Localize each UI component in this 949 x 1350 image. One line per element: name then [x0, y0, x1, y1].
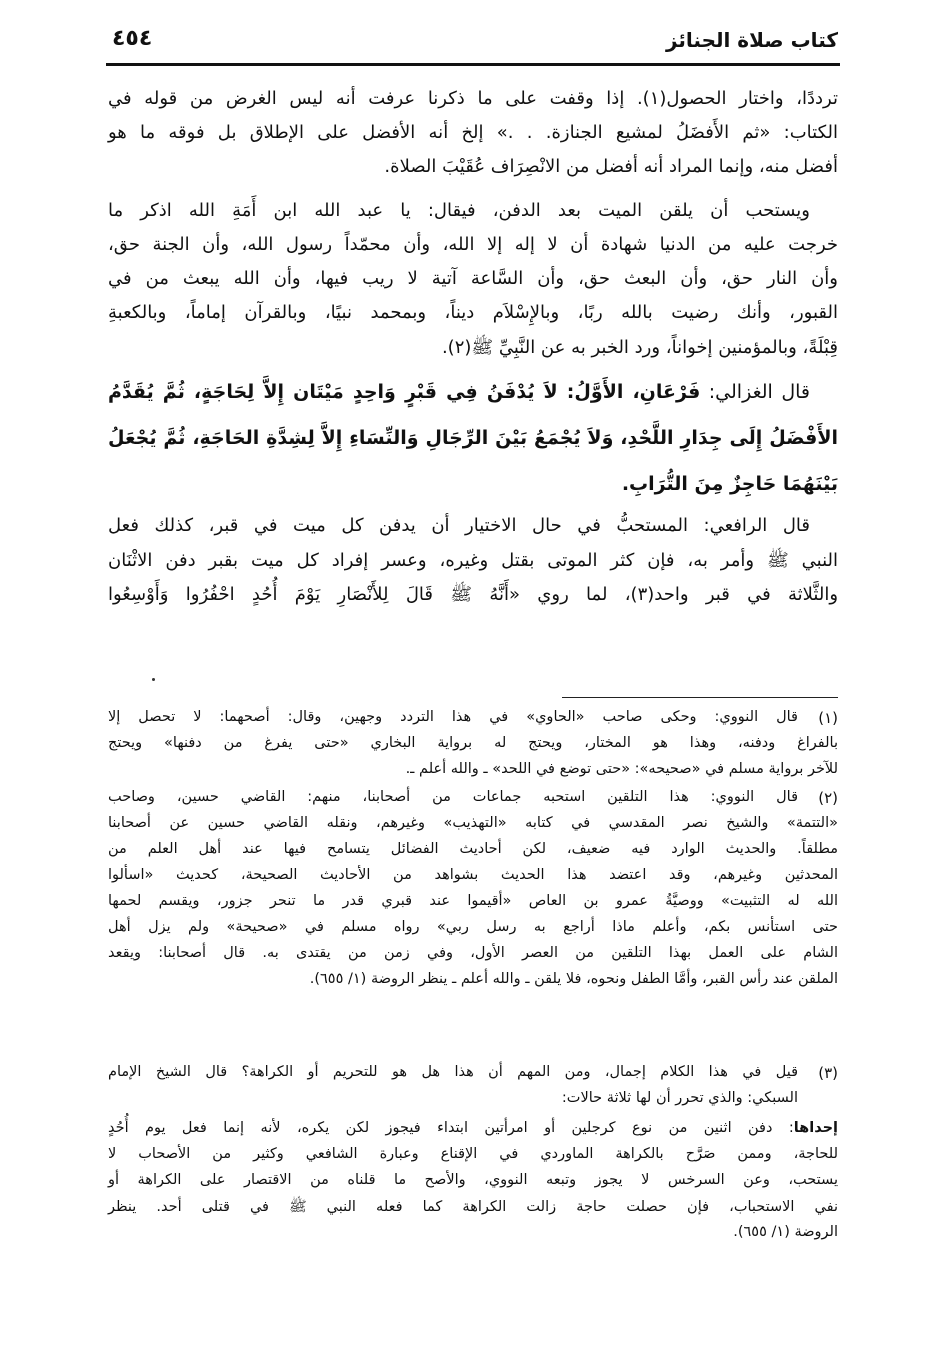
line-text: قِبْلَةً، وبالمؤمنين إخواناً، ورد الخبر به عن النَّبِيِّ ﷺ(٢). — [441, 337, 838, 358]
body-line — [108, 549, 838, 575]
line-text: قيل في هذا الكلام إجمال، ومن المهم أن هذا هل هو للتحريم أو الكراهة؟ قال الشيخ الإمام — [108, 1064, 798, 1080]
body-line — [108, 122, 838, 143]
footnote-number: (٣) — [818, 1064, 838, 1082]
body-line — [108, 515, 810, 536]
footnote-line — [108, 735, 838, 751]
speaker-label: قال الغزالي: — [700, 381, 810, 403]
line-text: أفضل منه، وإنما المراد أنه أفضل من الانْصِرَاف عُقَيْبَ الصلاة. — [384, 156, 838, 177]
line-text: الشام على العمل بهذا التلقين من العصر الأول، وفي زمن من يقتدى به. قال أصحابنا: ويقعد — [108, 945, 838, 961]
footnote-line — [108, 789, 798, 805]
footnote-line — [108, 709, 798, 725]
footnote-line — [108, 945, 838, 961]
case-label: إحداها — [793, 1120, 838, 1136]
page-number: ٤٥٤ — [112, 26, 153, 51]
line-text: القبور، وأنك رضيت بالله ربًا، وبالإِسْلاَم ديناً، وبمحمد نبيًا، وبالقرآن إماماً، وبالكعبةِ — [108, 302, 838, 323]
running-header-title: كتاب صلاة الجنائز — [665, 28, 838, 52]
footnote-separator — [562, 697, 838, 698]
line-text: فَرْعَانِ، الأَوَّلُ: لاَ يُدْفَنُ فِي قَبْرٍ وَاحِدٍ مَيْتَان إِلاَّ لِحَاجَةٍ، ثُمَّ يُقَدَّمُ — [108, 381, 701, 403]
footnote-line — [108, 971, 838, 987]
footnote-line — [108, 919, 838, 935]
footnote-line — [108, 1172, 838, 1188]
line-text: قال الرافعي: المستحبُّ في حال الاختيار أن يدفن كل ميت في قبر، كذلك فعل — [108, 515, 810, 536]
line-text: المحدثين وغيرهم، وقد اعتضد هذا الحديث بشواهد من الأحاديث الصحيحة، كحديث «اسألوا — [108, 867, 838, 883]
quoted-matn-line — [108, 473, 838, 495]
line-text: خرجت عليه من الدنيا شهادة أن لا إله إلا الله، وأن محمّداً رسول الله، وأن الجنة حق، — [108, 234, 838, 255]
body-line — [108, 200, 810, 221]
footnote-number: (٢) — [818, 789, 838, 807]
footnote-line — [108, 867, 838, 883]
body-line — [108, 268, 838, 289]
footnote-line — [108, 1090, 798, 1106]
line-text: نفي الاستحباب، فإن حصلت حاجة زالت الكراهة كما فعله النبي ﷺ في قتلى أحد. ينظر — [108, 1199, 838, 1215]
footnote-line — [108, 841, 838, 857]
line-text: للحاجة، وممن صَرَّح بالكراهة الماوردي في الإقناع وعبارة الشافعي وكثير من الأصحاب لا — [108, 1146, 838, 1162]
line-text: السبكي: والذي تحرر أن لها ثلاثة حالات: — [561, 1090, 798, 1106]
footnote-line — [108, 1224, 838, 1240]
line-text: بالفراغ ودفنه، وهذا هو المختار، ويحتج له برواية البخاري «حتى يفرغ من دفنها» ويحتج — [108, 735, 838, 751]
footnote-line — [108, 1198, 838, 1219]
footnote-line — [108, 1146, 838, 1162]
line-text: الأَفْضَلُ إِلَى جِدَارِ اللَّحْدِ، وَلاَ يُجْمَعُ بَيْنَ الرِّجَالِ وَالنِّسَاءِ إِلاَّ لِشِدَّةِ الحَاجَةِ، ثُمَّ يُجْعَلُ — [108, 427, 838, 449]
line-text: والثَّلاثة في قبر واحد(٣)، لما روي «أَنَّهُ ﷺ قَالَ لِلأَنْصَارِ يَوْمَ أُحُدٍ احْفُرُوا وَأَوْسِعُوا — [108, 584, 839, 605]
line-text: الكتاب: «ثم الأَفضَلُ لمشيع الجنازة. . .» إلخ أنه الأفضل على الإطلاق بل فوقه ما هو — [108, 122, 838, 143]
header-rule — [106, 63, 840, 66]
footnote-number: (١) — [818, 709, 838, 727]
line-text: النبي ﷺ وأمر به، فإن كثر الموتى بقتل وغيره، وعسر إفراد كل ميت بقبر دفن الاثْنَان — [108, 550, 838, 571]
line-text: «التتمة» والشيخ نصر المقدسي في كتابه «التهذيب» وغيرهم، ونقله القاضي حسين عن أصحابنا — [108, 815, 838, 831]
line-text: قال النووي: وحكى صاحب «الحاوي» في هذا التردد وجهين، وقال: أصحهما: لا تحصل إلا — [108, 709, 798, 725]
line-text: ترددًا، واختار الحصول(١). إذا وقفت على ما ذكرنا عرفت أنه ليس الغرض من قوله في — [108, 88, 838, 109]
line-text: الروضة (١/ ٦٥٥). — [733, 1224, 838, 1240]
line-text: : دفن اثنين من نوع كرجلين أو امرأتين ابتداء فيجوز لكن يكره، لأنه إنما فعل يوم أُحُدٍ — [108, 1120, 794, 1136]
footnote-line — [108, 1120, 838, 1136]
body-line — [108, 234, 838, 255]
quoted-matn-line — [108, 381, 810, 403]
line-text: مطلقاً. والحديث الوارد فيه ضعيف، لكن أحاديث الفضائل يتسامح فيها عند أهل العلم من — [108, 841, 838, 857]
line-text: ويستحب أن يلقن الميت بعد الدفن، فيقال: يا عبد الله ابن أَمَةِ الله اذكر ما — [108, 200, 810, 221]
footnote-line — [108, 893, 838, 909]
footnote-line — [108, 1064, 798, 1080]
body-line — [108, 88, 838, 109]
footnote-line — [108, 815, 838, 831]
line-text: يستحب، وعن السرخس لا يجوز وتبعه النووي، والأصح ما قلناه من الاقتصار على الكراهة أو — [108, 1172, 838, 1188]
body-line — [108, 302, 838, 323]
line-text: حتى استأنس بكم، وأعلم ماذا أراجع به رسل ربي» رواه مسلم في «صحيحة» ولم يزل أهل — [108, 919, 838, 935]
ink-speck — [152, 678, 155, 681]
line-text: بَيْنَهُمَا حَاجِزٌ مِنَ التُّرَابِ. — [621, 473, 838, 495]
body-line — [108, 583, 838, 609]
line-text: الملقن عند رأس القبر، وأمَّا الطفل ونحوه، فلا يلقن ـ والله أعلم ـ ينظر الروضة (١/ ٦٥٥). — [309, 971, 838, 987]
footnote-line — [108, 761, 838, 777]
quoted-matn-line — [108, 427, 838, 449]
line-text: الله له التثبيت» ووصيَّةُ عمرو بن العاص «أقيموا عند قبري قدر ما تنحر جزور، ويقسم لحمها — [108, 893, 838, 909]
line-text: للآخر برواية مسلم في «صحيحه»: «حتى توضع في اللحد» ـ والله أعلم ـ. — [405, 761, 838, 777]
body-line — [108, 156, 838, 177]
body-line — [108, 336, 838, 362]
line-text: قال النووي: هذا التلقين استحبه جماعات من أصحابنا، منهم: القاضي حسين، وصاحب — [108, 789, 798, 805]
line-text: وأن النار حق، وأن البعث حق، وأن السَّاعة آتية لا ريب فيها، وأن الله يبعث من في — [108, 268, 838, 289]
